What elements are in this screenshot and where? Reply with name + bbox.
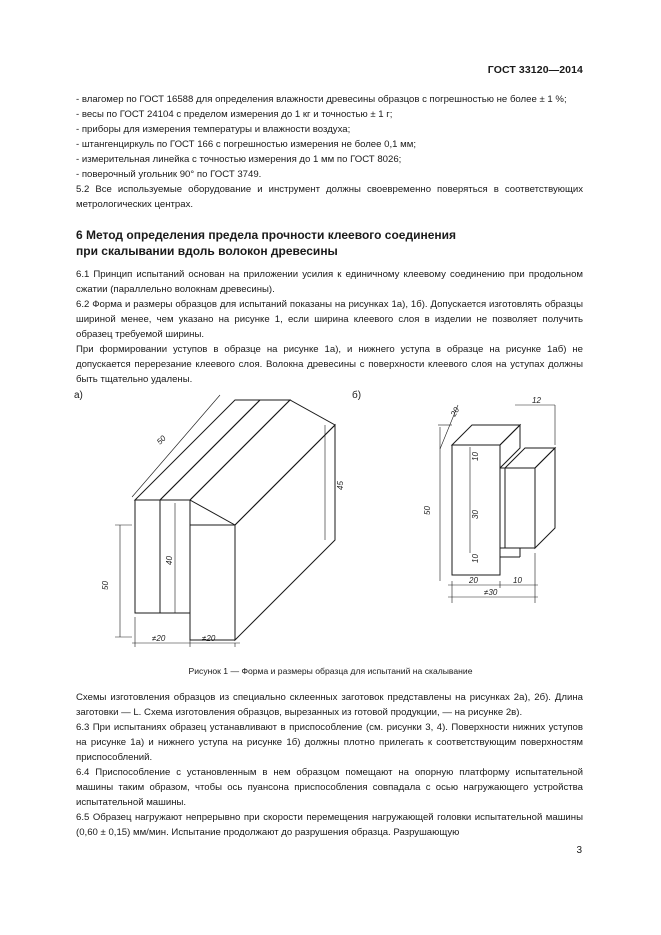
doc-header-code: ГОСТ 33120—2014 — [487, 64, 583, 76]
dim-a-width-1: ≠20 — [152, 634, 166, 643]
dim-b-width-left: 20 — [469, 576, 478, 585]
dim-b-width-right: 10 — [513, 576, 522, 585]
dim-a-height-left: 50 — [101, 581, 110, 590]
dim-a-width-2: ≠20 — [202, 634, 216, 643]
section-heading — [76, 227, 576, 259]
specimen-b — [452, 425, 555, 575]
section-heading-line: при скалывании вдоль волокон древесины — [76, 244, 338, 258]
dim-b-top-left: 20 — [448, 405, 462, 418]
section6-paragraphs — [76, 267, 583, 387]
section6-paragraphs-continued — [76, 690, 583, 840]
instruments-list — [76, 92, 583, 212]
list-item: - влагомер по ГОСТ 16588 для определения влажности древесины образцов с погрешностью не более ± 1 %; — [76, 94, 567, 105]
specimen-a — [135, 400, 335, 640]
list-item: - весы по ГОСТ 24104 с пределом измерения до 1 кг и точностью ± 1 г; — [76, 109, 393, 120]
dim-b-height-total: 50 — [423, 506, 432, 515]
dim-b-height-mid: 30 — [471, 510, 480, 519]
list-item: - поверочный угольник 90° по ГОСТ 3749. — [76, 169, 262, 180]
figure-label-a: а) — [74, 390, 83, 401]
paragraph-6-3: 6.3 При испытаниях образец устанавливают в приспособление (см. рисунки 3, 4). Поверхности нижних уступов на рисунке 1а) и нижнего уступа на рисунке 1б) должны плотно прилегать к соответствующим поверхностям приспособлений. — [76, 722, 583, 763]
dim-a-height-right: 45 — [336, 481, 345, 490]
paragraph-steps: При формировании уступов в образце на рисунке 1а), и нижнего уступа в образце на рисунке 1аб) не допускается перерезание клеевого слоя. Волокна древесины с поверхности клеевого слоя на уступах должны быть тщательно удалены. — [76, 344, 583, 385]
paragraph-6-2: 6.2 Форма и размеры образцов для испытаний показаны на рисунках 1а), 1б). Допускается изготовлять образцы шириной менее, чем указано на рисунке 1, если ширина клеевого слоя в изделии не позволяет получить образец требуемой ширины. — [76, 299, 583, 340]
dim-a-height-inner: 40 — [165, 556, 174, 565]
dimension-lines-a — [115, 395, 325, 647]
figure-label-b: б) — [352, 390, 362, 401]
list-item: - измерительная линейка с точностью измерения до 1 мм по ГОСТ 8026; — [76, 154, 402, 165]
paragraph-6-4: 6.4 Приспособление с установленным в нем образцом помещают на опорную платформу испытательной машины таким образом, чтобы ось пуансона приспособления совпадала с осью нагружающего устройства испытательной машины. — [76, 767, 583, 808]
figure-caption: Рисунок 1 — Форма и размеры образца для испытаний на скалывание — [188, 666, 473, 676]
page-number: 3 — [576, 845, 582, 856]
list-item: - штангенциркуль по ГОСТ 166 с погрешностью измерения не более 0,1 мм; — [76, 139, 416, 150]
paragraph-6-1: 6.1 Принцип испытаний основан на приложении усилия к единичному клеевому соединению при продольном сжатии (параллельно волокнам древесины). — [76, 269, 583, 295]
paragraph-5-2: 5.2 Все используемые оборудование и инструмент должны своевременно поверяться в соответствующих метрологических центрах. — [76, 184, 583, 210]
dimension-lines-b — [438, 405, 555, 603]
paragraph-schemes: Схемы изготовления образцов из специально склеенных заготовок представлены на рисунках 2а), 2б). Длина заготовки — L. Схема изготовления образцов, вырезанных из готовой продукции, — на рисунке 2в). — [76, 692, 583, 718]
list-item: - приборы для измерения температуры и влажности воздуха; — [76, 124, 351, 135]
dim-a-length: 50 — [155, 433, 168, 447]
dim-b-top-right: 12 — [532, 396, 541, 405]
paragraph-6-5: 6.5 Образец нагружают непрерывно при скорости перемещения нагружающей головки испытательной машины (0,60 ± 0,15) мм/мин. Испытание продолжают до разрушения образца. Разрушающую — [76, 812, 583, 838]
dim-b-width-total: ≠30 — [484, 588, 498, 597]
figure-1 — [60, 385, 620, 655]
figure-1-drawing — [60, 385, 620, 655]
dim-b-height-top: 10 — [471, 452, 480, 461]
dim-b-height-bot: 10 — [471, 554, 480, 563]
section-heading-line: 6 Метод определения предела прочности клеевого соединения — [76, 228, 457, 242]
